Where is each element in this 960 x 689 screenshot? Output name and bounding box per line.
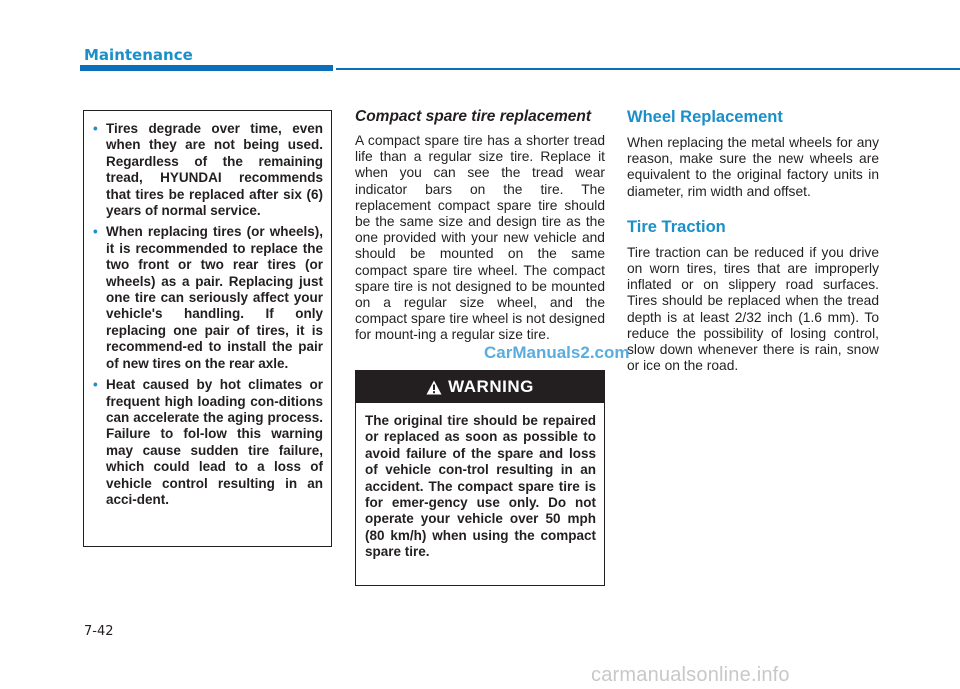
compact-spare-body: A compact spare tire has a shorter tread life than a regular size tire. Replace it when you can see the tread wear indicator bars on the tire. The replacement compact spare tire should be the same size and design tire as the one provided with your new vehicle and should be mounted on the same compact spare tire wheel. The compact spare tire is not designed to be mounted on a regular size wheel, and the compact spare tire wheel is not designed for mount-ing a regular size tire. xyxy=(355,133,606,343)
list-item-text: Tires degrade over time, even when they are not being used. Regardless of the remaining tread, HYUNDAI recommends that tires be replaced after six (6) years of normal service. xyxy=(106,121,323,219)
tire-notes-list xyxy=(93,121,323,508)
warning-header xyxy=(356,371,604,403)
warning-title: WARNING xyxy=(448,377,534,396)
bullet-icon: • xyxy=(93,377,98,393)
list-item-text: Heat caused by hot climates or frequent high loading con-ditions can accelerate the aging process. Failure to fol-low this warning may cause sudden tire failure, which could lead to a loss of vehicle control resulting in an acci-dent. xyxy=(106,377,323,507)
right-column xyxy=(627,108,879,392)
list-item xyxy=(93,121,323,219)
list-item-text: When replacing tires (or wheels), it is recommended to replace the two front or two rear tires (or wheels) as a pair. Replacing just one tire can seriously affect your vehicle's handling. If only replacing one pair of tires, it is recommend-ed to install the pair of new tires on the rear axle. xyxy=(106,224,323,371)
header-rule-thin xyxy=(336,68,960,70)
watermark-carmanualsonline: carmanualsonline.info xyxy=(591,664,790,686)
compact-spare-section xyxy=(355,108,605,344)
section-title: Maintenance xyxy=(84,46,193,64)
warning-box xyxy=(355,370,605,586)
list-item xyxy=(93,224,323,372)
page-number: 7-42 xyxy=(84,624,114,639)
bullet-icon: • xyxy=(93,224,98,240)
tire-traction-body: Tire traction can be reduced if you drive on worn tires, tires that are improperly inflated or on slippery road surfaces. Tires should be replaced when the tread depth is at least 2/32 inch (1.6 mm). To reduce the possibility of losing control, slow down whenever there is rain, snow or ice on the road. xyxy=(627,244,879,374)
tire-notes-box xyxy=(83,110,332,547)
compact-spare-heading: Compact spare tire replacement xyxy=(355,108,592,125)
wheel-replacement-heading: Wheel Replacement xyxy=(627,108,783,126)
warning-triangle-icon xyxy=(426,380,442,395)
bullet-icon: • xyxy=(93,121,98,136)
watermark-carmanuals2: CarManuals2.com xyxy=(484,343,630,362)
warning-body: The original tire should be repaired or replaced as soon as possible to avoid failure of the spare and loss of vehicle con-trol resulting in an accident. The compact spare tire is for emer-gency use only. Do not operate your vehicle over 50 mph (80 km/h) when using the compact spare tire. xyxy=(365,413,596,560)
wheel-replacement-body: When replacing the metal wheels for any reason, make sure the new wheels are equivalent to the original factory units in diameter, rim width and offset. xyxy=(627,135,879,199)
header-rule-thick xyxy=(80,65,333,71)
tire-traction-heading: Tire Traction xyxy=(627,217,726,236)
list-item xyxy=(93,377,323,508)
